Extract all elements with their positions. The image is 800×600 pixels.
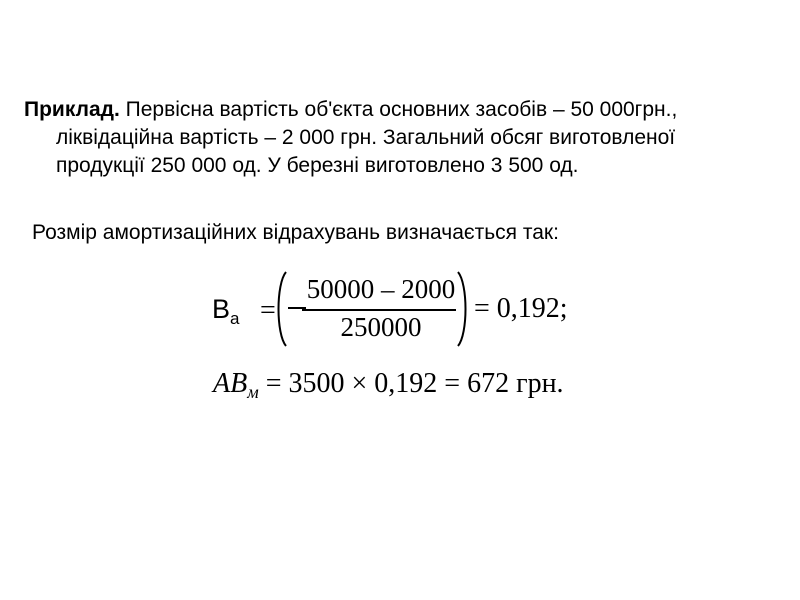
formula1-denominator: 250000	[340, 312, 422, 342]
formula2-lhs-symbol: AB	[213, 368, 248, 399]
fraction-bar	[302, 309, 456, 311]
formula1-result: = 0,192;	[474, 293, 568, 324]
example-paragraph	[24, 96, 794, 180]
formula1-numerator: 50000 – 2000	[306, 274, 456, 304]
intro-text: Розмір амортизаційних відрахувань визначається так:	[32, 221, 559, 244]
formula2-lhs-subscript: м	[247, 382, 259, 402]
formula1-lhs	[212, 294, 240, 328]
example-line-1	[24, 96, 794, 124]
formula2-rest: = 3500 × 0,192 = 672 грн.	[258, 368, 564, 399]
example-line-1-text: Первісна вартість об'єкта основних засобів – 50 000грн.,	[119, 98, 678, 121]
example-line-2: ліквідаційна вартість – 2 000 грн. Загальний обсяг виготовленої	[56, 126, 676, 149]
left-parenthesis-icon	[272, 270, 288, 348]
formula1-lhs-subscript: а	[230, 309, 240, 328]
depreciation-rate-formula	[212, 268, 592, 352]
example-label: Приклад.	[24, 98, 120, 121]
formula1-equals: =	[260, 295, 276, 326]
right-parenthesis-icon	[456, 270, 472, 348]
monthly-depreciation-formula	[213, 368, 564, 400]
example-line-3: продукції 250 000 од. У березні виготовлено 3 500 од.	[56, 154, 579, 177]
formula1-lhs-symbol: В	[212, 294, 231, 324]
